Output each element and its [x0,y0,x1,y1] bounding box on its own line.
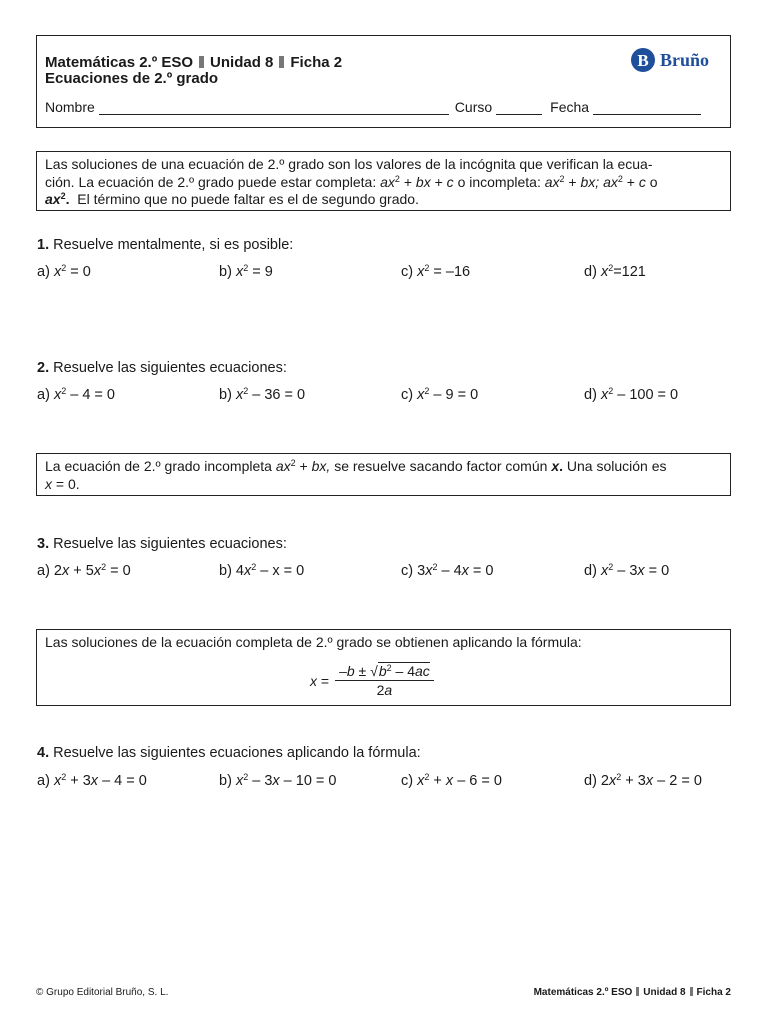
worksheet-subtitle: Ecuaciones de 2.º grado [45,70,219,87]
q1-item-b: b) $x^2 = 9$ [219,263,273,280]
footer-copyright: © Grupo Editorial Bruño, S. L. [36,987,169,998]
info-line-2: ción. La ecuación de 2.º grado puede estar completa: $ax^2$ + bx + c o incompleta: $ax^2$ + bx; $ax^2 + c$ o [45,174,658,190]
q2-item-c: c) $x^2 - 9 = 0$ [401,386,479,403]
formula-denominator: 2a [376,682,393,698]
svg-text:B: B [637,51,649,70]
bruno-logo [630,47,709,73]
fecha-field[interactable] [593,100,701,115]
footer-reference: Matemáticas 2.º ESO Unidad 8 Ficha 2 [533,987,731,998]
info-line-1: Las soluciones de una ecuación de 2.º grado son los valores de la incógnita que verifican la ecua- [45,156,653,172]
bruno-logo-icon [630,47,656,73]
formula-fraction [335,663,434,698]
fecha-label: Fecha [550,99,590,115]
separator-bar [690,987,693,996]
formula-numerator: $-b \pm √b^2 - 4ac$ [335,663,434,681]
q1-item-c: c) $x^2 = -16$ [401,263,471,280]
question-1: 1. Resuelve mentalmente, si es posible: [37,237,294,253]
q4-item-b: b) $x^2 - 3x - 10 = 0$ [219,772,337,789]
q2-item-b: b) $x^2 - 36 = 0$ [219,386,306,403]
q3-item-a: a) $2x + 5x^2 = 0$ [37,562,131,579]
q2-item-a: a) $x^2 - 4 = 0$ [37,386,115,403]
question-4: 4. Resuelve las siguientes ecuaciones aplicando la fórmula: [37,745,421,761]
logo-text: Bruño [660,49,710,70]
separator-bar [199,56,204,68]
question-2: 2. Resuelve las siguientes ecuaciones: [37,360,287,376]
q4-item-a: a) $x^2 + 3x - 4 = 0$ [37,772,147,789]
info2-line-2: x = 0. [45,476,80,492]
curso-field[interactable] [496,100,542,115]
q3-item-c: c) $3x^2 - 4x = 0$ [401,562,494,579]
info2-line-1: La ecuación de 2.º grado incompleta $ax^2$ + bx, se resuelve sacando factor común x. Una solución es [45,458,667,474]
q1-item-d: d) $x^2=121$ [584,263,646,280]
separator-bar [279,56,284,68]
q3-item-d: d) $x^2 - 3x = 0$ [584,562,670,579]
question-3: 3. Resuelve las siguientes ecuaciones: [37,536,287,552]
worksheet-title: Matemáticas 2.º ESO Unidad 8 Ficha 2 [45,54,343,71]
nombre-label: Nombre [45,99,95,115]
curso-label: Curso [454,99,493,115]
info-line-3: $ax^2$. El término que no puede faltar es el de segundo grado. [45,191,419,207]
q4-item-c: c) $x^2 + x - 6 = 0$ [401,772,502,789]
q4-item-d: d) $2x^2 + 3x - 2 = 0$ [584,772,702,789]
student-fields [45,99,707,115]
quadratic-formula [310,663,434,698]
q1-item-a: a) $x^2 = 0$ [37,263,91,280]
separator-bar [636,987,639,996]
q3-item-b: b) $4x^2 - x = 0$ [219,562,305,579]
info3-text: Las soluciones de la ecuación completa de 2.º grado se obtienen aplicando la fórmula: [45,634,582,650]
q2-item-d: d) $x^2 - 100 = 0$ [584,386,679,403]
formula-lhs: x = [310,672,330,689]
nombre-field[interactable] [99,100,449,115]
